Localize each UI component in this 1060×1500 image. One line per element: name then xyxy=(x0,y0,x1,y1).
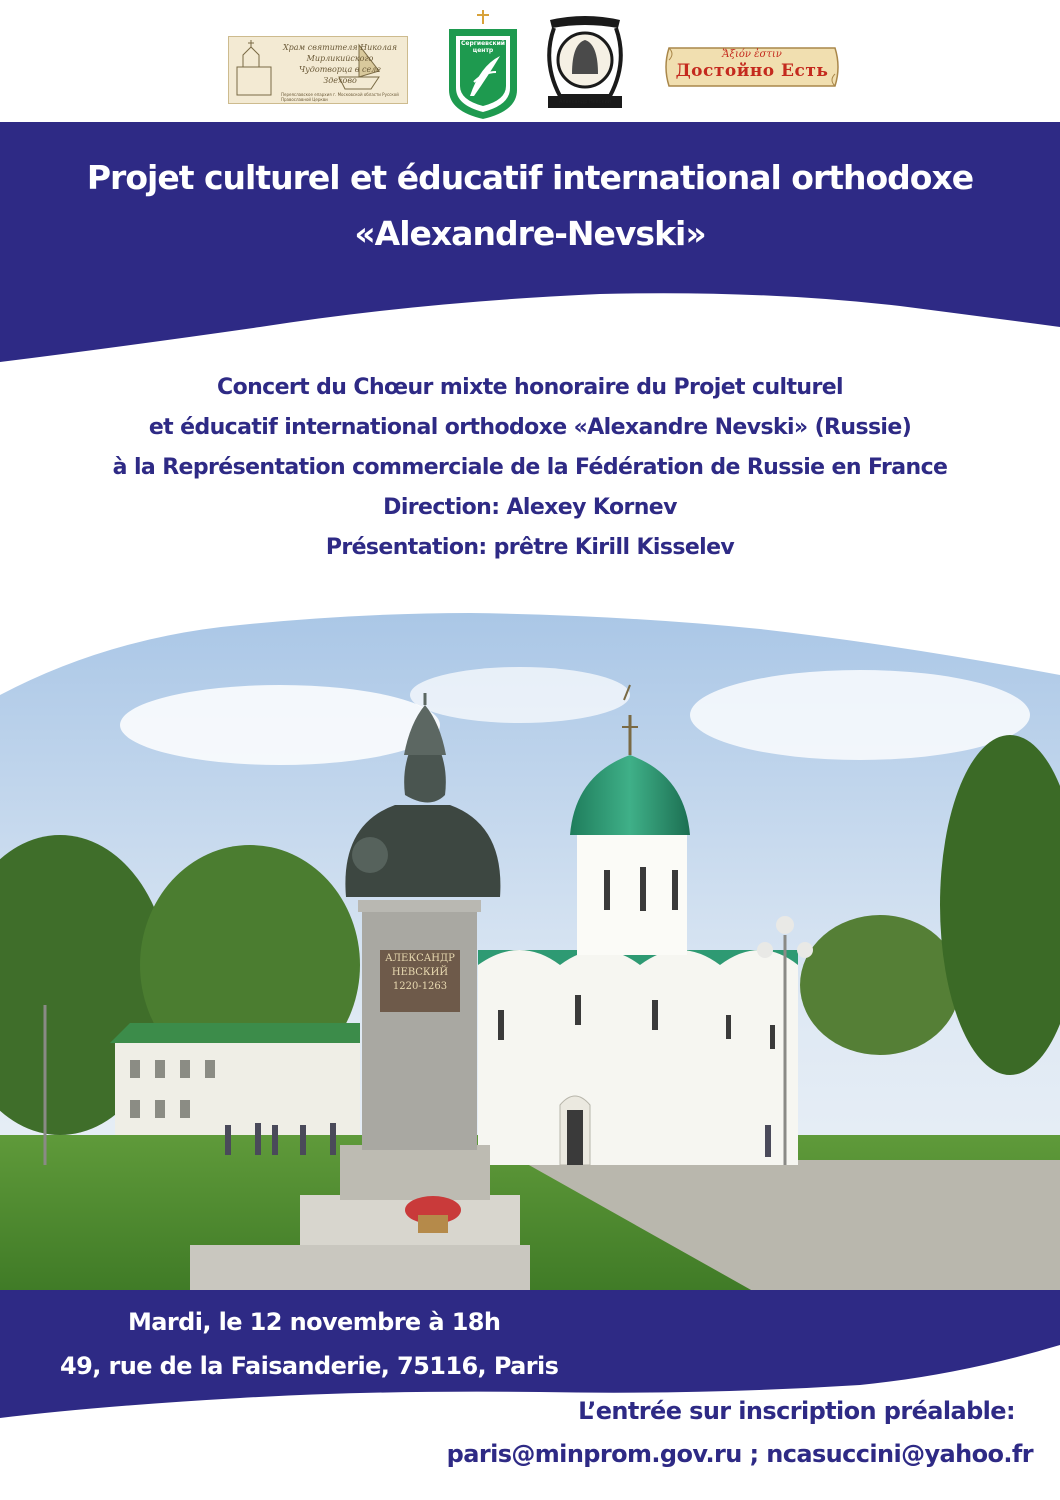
alexander-nevsky-logo xyxy=(540,12,630,114)
cathedral-photo xyxy=(0,605,1060,1295)
plaque-dates: 1220-1263 xyxy=(392,981,448,992)
presenter-line: Présentation: prêtre Kirill Kisselev xyxy=(325,535,735,560)
alexander-nevsky-logo-text: Александр Невский xyxy=(558,99,612,105)
dostoino-est-logo xyxy=(663,44,841,90)
page-title xyxy=(20,150,1040,262)
shield-icon xyxy=(440,10,526,122)
concert-line-1: Concert du Chœur mixte honoraire du Projet culturel xyxy=(217,375,843,400)
concert-details xyxy=(20,368,1040,568)
concert-line-3: à la Représentation commerciale de la Fédération de Russie en France xyxy=(112,455,948,480)
sergievsky-center-text: Сергиевский центр xyxy=(460,40,505,54)
title-line-2: «Alexandre-Nevski» xyxy=(354,214,706,253)
conductor-line: Direction: Alexey Kornev xyxy=(383,495,677,520)
title-line-1: Projet culturel et éducatif international orthodoxe xyxy=(86,158,974,197)
contact-emails[interactable]: paris@minprom.gov.ru ; ncasuccini@yahoo.fr xyxy=(446,1440,1033,1468)
sergievsky-center-logo xyxy=(440,10,526,122)
dostoino-est-title: Достойно Есть xyxy=(675,61,829,81)
plaque-name-line-2: НЕВСКИЙ xyxy=(391,967,449,978)
registration-note: L’entrée sur inscription préalable: xyxy=(578,1397,1015,1425)
dostoino-est-greek: Ἄξιόν ἐστιν xyxy=(722,49,782,60)
logo-strip xyxy=(0,0,1060,122)
event-address: 49, rue de la Faisanderie, 75116, Paris xyxy=(60,1352,559,1380)
church-logo xyxy=(228,36,408,104)
concert-line-2: et éducatif international orthodoxe «Alexandre Nevski» (Russie) xyxy=(148,415,912,440)
church-logo-text: Храм святителя Николая Мирликийского Чудотворца в селе Здехово xyxy=(282,43,398,85)
monument-plaque xyxy=(380,952,460,994)
event-date: Mardi, le 12 novembre à 18h xyxy=(128,1308,501,1336)
church-logo-subtext: Переяславское епархия г. Московской области Русской Православной Церкви xyxy=(281,92,399,102)
plaque-name-line-1: АЛЕКСАНДР xyxy=(385,953,455,964)
